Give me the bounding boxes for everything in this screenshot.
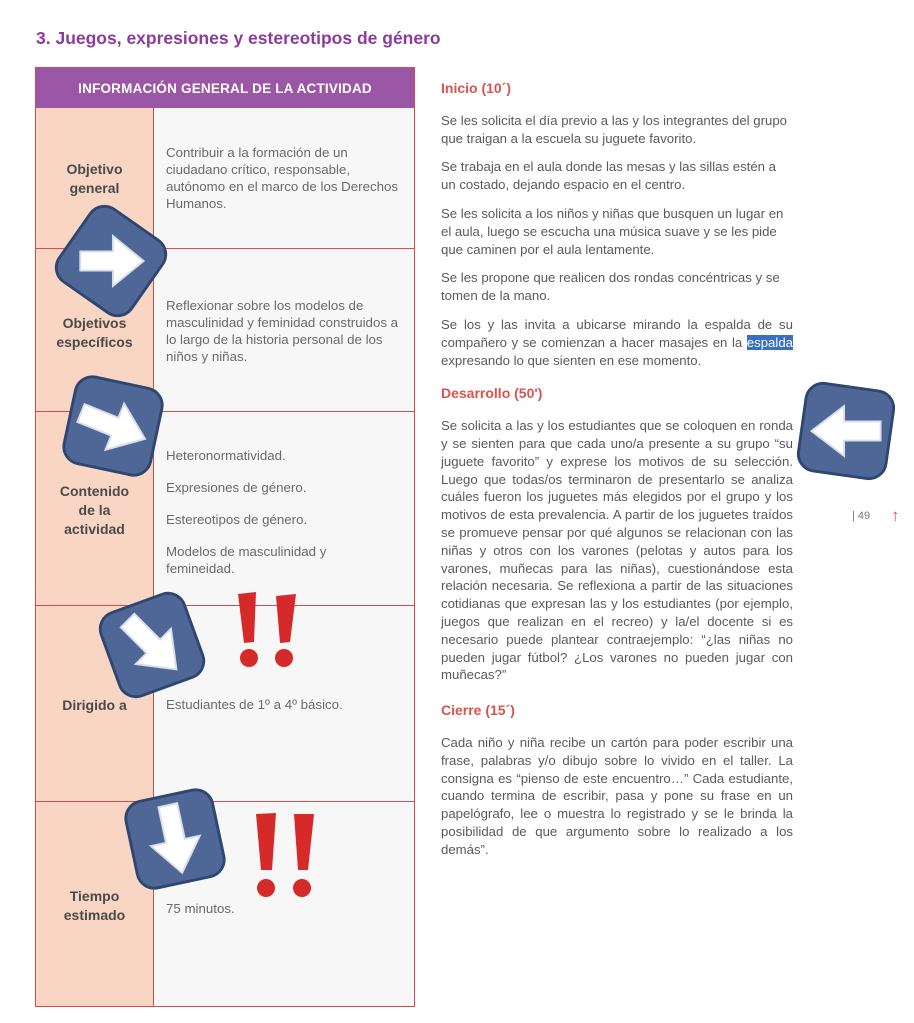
paragraph <box>441 316 793 369</box>
arrow-left-icon <box>792 377 900 485</box>
row-label-line: actividad <box>64 521 125 537</box>
arrow-right-icon <box>56 369 170 483</box>
paragraph: Se solicita a las y los estudiantes que se coloquen en ronda y se sienten para que cada uno/a presente a su grupo “su juguete favorito” y exprese los motivos de su selección. Luego que todas/os terminaron de presentarlo se analiza cuáles fueron los juguetes más elegidos por el grupo y los motivos de esta prevalencia. A partir de los juguetes traídos se promueve pensar por qué algunos se relacionan con las niñas y otros con los varones (pelotas y autos para los varones, muñecas para las niñas), cuestionándose esta relación necesaria. Se reflexiona a partir de las situaciones cotidianas que expresan las y los estudiantes (por ejemplo, juegos que realizan en el recreo) y la/el docente si es necesario puede plantear contraejemplo: “¿las niñas no pueden jugar fútbol? ¿Los varones no pueden jugar con muñecas?” <box>441 418 793 683</box>
paragraph: Se trabaja en el aula donde las mesas y las sillas estén a un costado, dejando espacio en el centro. <box>441 159 777 193</box>
value-text: Expresiones de género. <box>166 480 307 495</box>
arrow-tile-icon[interactable] <box>792 377 900 485</box>
row-label-line: de la <box>78 502 111 518</box>
row-value <box>166 144 406 226</box>
paragraph: Se les solicita a los niños y niñas que busquen un lugar en el aula, luego se escucha una música suave y se les pide que caminen por el aula lentamente. <box>441 205 784 257</box>
section-heading-inicio: Inicio (10´) <box>441 80 512 96</box>
table-row <box>36 605 414 801</box>
page-number: | 49 <box>852 510 871 522</box>
paragraph-text: Se los y las invita a ubicarse mirando la espalda de su compañero y se comienzan a hacer masajes en la <box>441 316 793 350</box>
row-value <box>166 447 406 591</box>
row-label-line: estimado <box>63 907 126 923</box>
paragraph: Cada niño y niña recibe un cartón para poder escribir una frase, palabras y/o dibujo sobre lo vivido en el taller. La consigna es “pienso de este encuentro…” Cada estudiante, cuando termina de escribir, pasa y pone su frase en un papelógrafo, lee o muestra lo registrado y se le brinda la posibilidad de que argumento sobre lo realizado a los demás”. <box>441 734 793 857</box>
arrow-down-icon <box>118 782 232 896</box>
arrow-tile-icon[interactable] <box>56 369 170 483</box>
row-label <box>36 887 153 925</box>
row-value <box>166 900 406 931</box>
arrow-tile-icon[interactable] <box>118 782 232 896</box>
row-label-line: específicos <box>56 334 133 350</box>
activity-description <box>441 80 793 869</box>
up-arrow-icon[interactable]: ↑ <box>891 506 900 525</box>
double-exclamation-icon <box>248 808 328 900</box>
value-text: Estereotipos de género. <box>166 512 308 527</box>
row-label <box>36 482 153 539</box>
value-text: Contribuir a la formación de un ciudadano crítico, responsable, autónomo en el marco de los Derechos Humanos. <box>166 145 399 211</box>
value-text: Modelos de masculinidad y femineidad. <box>166 544 327 576</box>
paragraph-text: expresando lo que sienten en ese momento. <box>441 352 702 368</box>
value-text: Estudiantes de 1º a 4º básico. <box>166 697 343 712</box>
row-label-line: Contenido <box>59 483 130 499</box>
row-label <box>36 160 153 198</box>
row-value <box>166 297 406 379</box>
value-text: Reflexionar sobre los modelos de masculinidad y feminidad construidos a lo largo de la historia personal de los niños y niñas. <box>166 298 399 364</box>
row-label-line: Objetivos <box>62 315 127 331</box>
table-header: INFORMACIÓN GENERAL DE LA ACTIVIDAD <box>36 68 414 108</box>
paragraph: Se les solicita el día previo a las y los integrantes del grupo que traigan a la escuela su juguete favorito. <box>441 112 787 146</box>
double-exclamation-icon <box>232 588 312 670</box>
row-value <box>166 696 406 727</box>
row-label-line: Tiempo <box>69 888 120 904</box>
paragraph: Se les propone que realicen dos rondas concéntricas y se tomen de la mano. <box>441 270 780 304</box>
page-title: 3. Juegos, expresiones y estereotipos de género <box>36 28 441 48</box>
table-row <box>36 801 414 1006</box>
value-text: Heteronormatividad. <box>166 448 286 463</box>
row-label-line: Objetivo <box>66 161 123 177</box>
row-label: Dirigido a <box>62 697 127 713</box>
section-heading-desarrollo: Desarrollo (50') <box>441 385 543 402</box>
value-text: 75 minutos. <box>166 901 235 916</box>
row-label <box>36 314 153 352</box>
row-label-line: general <box>69 180 120 196</box>
selected-text[interactable]: espalda <box>746 334 793 350</box>
section-heading-cierre: Cierre (15´) <box>441 702 515 719</box>
